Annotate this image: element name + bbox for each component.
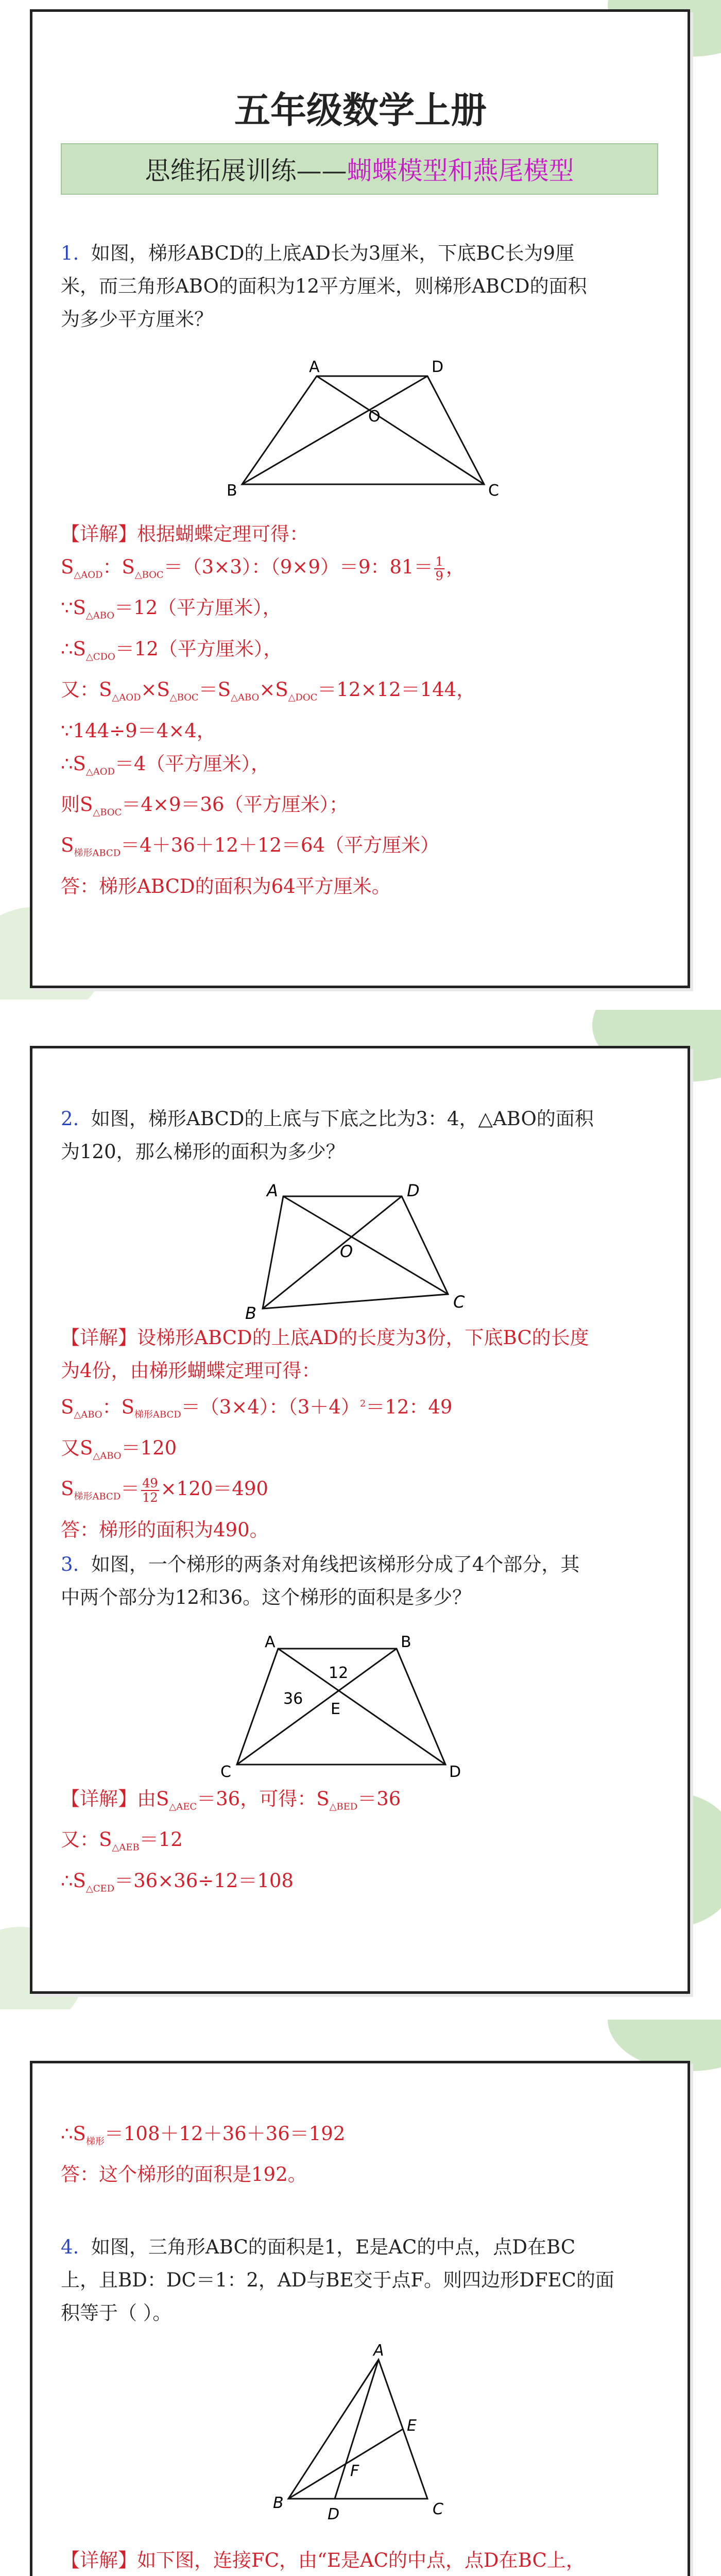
label-b: B: [401, 1633, 411, 1651]
solution-line: 又：$S_{\triangle AEB}=12$: [61, 1828, 183, 1853]
label-d: D: [407, 1181, 420, 1200]
question-line: 如图，三角形ABC的面积是1，E是AC的中点，点D在BC: [91, 2236, 576, 2258]
label-c: C: [220, 1763, 231, 1780]
solution-line: $\therefore S_{\triangle CED}=36\times 36\div 12=108$: [61, 1869, 294, 1894]
question-2-text: [61, 1103, 658, 1168]
question-line: 中两个部分为12和36。这个梯形的面积是多少？: [61, 1586, 472, 1608]
solution-line: 【详解】如下图，连接FC，由“E是AC的中点，点D在BC上，: [61, 2549, 585, 2571]
question-3-text: [61, 1548, 658, 1614]
question-line: 积等于（ ）。: [61, 2302, 172, 2324]
solution-line: $S_{梯形ABCD}=$ $\frac{49}{12}$ ×120＝490: [61, 1476, 268, 1505]
question-1-text: [61, 237, 658, 336]
solution-line: 答：这个梯形的面积是192。: [61, 2163, 307, 2186]
question-4-text: [61, 2231, 658, 2330]
page-1: [0, 0, 721, 999]
page-title: 五年级数学上册: [234, 89, 487, 131]
label-o: O: [340, 1242, 353, 1261]
solution-line: 为4份，由梯形蝴蝶定理可得：: [61, 1360, 321, 1382]
label-c: C: [488, 482, 499, 500]
label-f: F: [350, 2462, 359, 2480]
solution-4: [61, 2544, 658, 2576]
solution-line: $\therefore S_{\triangle AOD}=4$（平方厘米），: [61, 752, 270, 777]
figure-triangle-4: [268, 2344, 464, 2540]
label-a: A: [373, 2344, 384, 2360]
label-d: D: [432, 361, 444, 376]
label-a: A: [267, 1181, 278, 1200]
label-b: B: [245, 1303, 256, 1323]
solution-line: 又$S_{\triangle ABO}=120$: [61, 1436, 177, 1462]
solution-3: [61, 1783, 658, 1905]
solution-line: 【详解】根据蝴蝶定理可得：: [61, 523, 308, 545]
value-12: 12: [329, 1664, 349, 1682]
subtitle-main: 思维拓展训练——: [145, 156, 347, 185]
question-line: 上，且BD：DC＝1：2，AD与BE交于点F。则四边形DFEC的面: [61, 2269, 614, 2291]
solution-line: $\therefore S_{\triangle CDO}=12$（平方厘米），: [61, 637, 283, 663]
label-c: C: [453, 1292, 465, 1312]
fraction: $\frac{49}{12}$: [142, 1476, 158, 1505]
figure-trapezoid-2: [221, 1180, 489, 1324]
solution-line: ∵144÷9＝4×4，: [61, 719, 216, 742]
solution-line: $S_{\triangle ABO}$：$S_{梯形ABCD}=(3\times 4)$：$(3+4)^2=12$：49: [61, 1396, 453, 1420]
question-line: 为120，那么梯形的面积为多少？: [61, 1141, 345, 1163]
question-line: 为多少平方厘米？: [61, 308, 213, 330]
label-c: C: [433, 2500, 443, 2518]
question-line: 如图，一个梯形的两条对角线把该梯形分成了4个部分，其: [91, 1553, 580, 1575]
solution-line: 又：$S_{\triangle AOD}\times S_{\triangle BOC}=S_{\triangle ABO}\times S_{\triangle DOC}=12\times 12=144$，: [61, 679, 476, 703]
solution-line: $\because S_{\triangle ABO}=12$（平方厘米），: [61, 597, 282, 621]
page-2: [0, 1010, 721, 2009]
solution-line: 答：梯形的面积为490。: [61, 1518, 269, 1541]
label-b: B: [227, 482, 237, 500]
question-number: 2.: [61, 1108, 79, 1130]
question-line: 如图，梯形ABCD的上底AD长为3厘米，下底BC长为9厘: [91, 242, 575, 264]
figure-trapezoid-3: [216, 1625, 484, 1780]
question-number: 4.: [61, 2236, 79, 2258]
question-number: 3.: [61, 1553, 79, 1575]
value-36: 36: [283, 1690, 303, 1708]
label-a: A: [309, 361, 320, 376]
question-number: 1.: [61, 242, 79, 264]
label-a: A: [265, 1633, 276, 1651]
solution-line: $S_{梯形ABCD}=4+36+12+12=64$（平方厘米）: [61, 834, 439, 859]
fraction: $\frac{1}{9}$: [435, 554, 443, 583]
solution-line: 【详解】由$S_{\triangle AEC}=36$，可得：$S_{\triangle BED}=36$: [61, 1788, 401, 1812]
subtitle-bar: [61, 143, 658, 195]
figure-trapezoid-1: [216, 361, 515, 510]
label-e: E: [331, 1700, 340, 1718]
question-line: 如图，梯形ABCD的上底与下底之比为3：4，△ABO的面积: [91, 1108, 594, 1130]
label-e: E: [407, 2417, 417, 2435]
solution-2: [61, 1321, 658, 1547]
solution-line: 则$S_{\triangle BOC}=4\times 9=36$（平方厘米）；: [61, 793, 348, 818]
label-b: B: [273, 2494, 284, 2512]
solution-3-continued: [61, 2117, 658, 2191]
question-line: 米，而三角形ABO的面积为12平方厘米，则梯形ABCD的面积: [61, 275, 587, 297]
solution-line: 【详解】设梯形ABCD的上底AD的长度为3份，下底BC的长度: [61, 1327, 589, 1349]
label-o: O: [368, 408, 381, 426]
solution-line: $S_{\triangle AOD}$：$S_{\triangle BOC}=(3\times 3)$：（9×9）＝9：81＝ $\frac{1}{9}$ ，: [61, 554, 465, 583]
solution-line: 答：梯形ABCD的面积为64平方厘米。: [61, 875, 391, 897]
subtitle-accent: 蝴蝶模型和燕尾模型: [347, 156, 574, 185]
label-d: D: [328, 2505, 340, 2523]
label-d: D: [449, 1763, 461, 1780]
solution-line: $\therefore S_{梯形}=108+12+36+36=192$: [61, 2123, 346, 2147]
page-3: [0, 2020, 721, 2576]
solution-1: [61, 518, 658, 903]
